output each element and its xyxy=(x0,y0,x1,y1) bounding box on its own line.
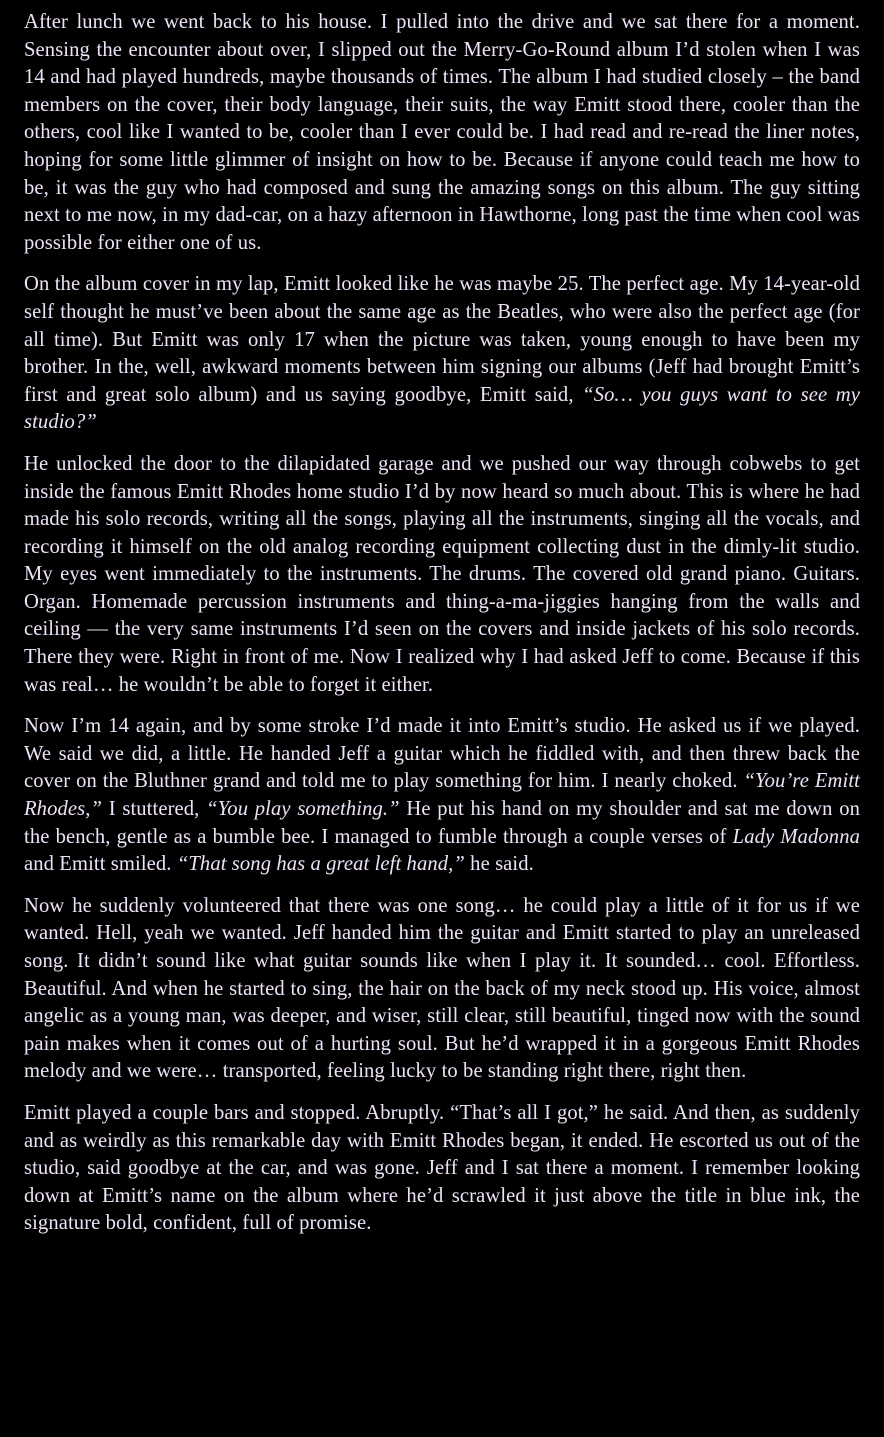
paragraph-text: Emitt played a couple bars and stopped. Abruptly. “That’s all I got,” he said. And then, as suddenly and as weirdly as this remarkable day with Emitt Rhodes began, it ended. He escorted us out of the studio, said goodbye at the car, and was gone. Jeff and I sat there a moment. I remember looking down at Emitt’s name on the album where he’d scrawled it just above the title in blue ink, the signature bold, confident, full of promise. xyxy=(24,1101,860,1235)
paragraph-text: I stuttered, xyxy=(102,798,207,821)
quote-italic: “You’re Emitt Rhodes,” xyxy=(24,770,860,821)
paragraph-2 xyxy=(24,271,860,437)
paragraph-3 xyxy=(24,451,860,699)
paragraph-text: Now he suddenly volunteered that there was one song… he could play a little of it for us if we wanted. Hell, yeah we wanted. Jeff handed him the guitar and Emitt started to play an unreleased song. It didn’t sound like what guitar sounds like when I play it. It sounded… cool. Effortless. Beautiful. And when he started to sing, the hair on the back of my neck stood up. His voice, almost angelic as a young man, was deeper, and wiser, still clear, still beautiful, tinged now with the sound pain makes when it comes out of a hurting soul. But he’d wrapped it in a gorgeous Emitt Rhodes melody and we were… transported, feeling lucky to be standing right there, right then. xyxy=(24,894,860,1083)
paragraph-text: He unlocked the door to the dilapidated garage and we pushed our way through cobwebs to get inside the famous Emitt Rhodes home studio I’d by now heard so much about. This is where he had made his solo records, writing all the songs, playing all the instruments, singing all the vocals, and recording it himself on the old analog recording equipment collecting dust in the dimly-lit studio. My eyes went immediately to the instruments. The drums. The covered old grand piano. Guitars. Organ. Homemade percussion instruments and thing-a-ma-jiggies hanging from the walls and ceiling — the very same instruments I’d seen on the covers and inside jackets of his solo records. There they were. Right in front of me. Now I realized why I had asked Jeff to come. Because if this was real… he wouldn’t be able to forget it either. xyxy=(24,452,860,696)
paragraph-text: He put his hand on my shoulder and sat me down on the bench, gentle as a bumble bee. I managed to fumble through a couple verses of xyxy=(24,798,860,848)
paragraph-1 xyxy=(24,9,860,257)
quote-italic: “You play something.” xyxy=(206,798,400,821)
paragraph-5 xyxy=(24,893,860,1086)
quote-italic: “That song has a great left hand,” xyxy=(176,853,465,876)
song-title-italic: Lady Madonna xyxy=(732,825,861,848)
quote-italic: “So… you guys want to see my studio?” xyxy=(24,383,860,434)
paragraph-4 xyxy=(24,713,860,879)
paragraph-text: After lunch we went back to his house. I pulled into the drive and we sat there for a moment. Sensing the encounter about over, I slipped out the Merry-Go-Round album I’d stolen when I was 14 and had played hundreds, maybe thousands of times. The album I had studied closely – the band members on the cover, their body language, their suits, the way Emitt stood there, cooler than the others, cool like I wanted to be, cooler than I ever could be. I had read and re-read the liner notes, hoping for some little glimmer of insight on how to be. Because if anyone could teach me how to be, it was the guy who had composed and sung the amazing songs on this album. The guy sitting next to me now, in my dad-car, on a hazy afternoon in Hawthorne, long past the time when cool was possible for either one of us. xyxy=(24,11,860,254)
paragraph-text: he said. xyxy=(464,853,534,876)
paragraph-text: Now I’m 14 again, and by some stroke I’d made it into Emitt’s studio. He asked us if we played. We said we did, a little. He handed Jeff a guitar which he fiddled with, and then threw back the cover on the Bluthner grand and told me to play something for him. I nearly choked. xyxy=(24,715,860,793)
paragraph-text: On the album cover in my lap, Emitt looked like he was maybe 25. The perfect age. My 14-year-old self thought he must’ve been about the same age as the Beatles, who were also the perfect age (for all time). But Emitt was only 17 when the picture was taken, young enough to have been my brother. In the, well, awkward moments between him signing our albums (Jeff had brought Emitt’s first and great solo album) and us saying goodbye, Emitt said, xyxy=(24,273,860,406)
paragraph-6 xyxy=(24,1100,860,1238)
paragraph-text: and Emitt smiled. xyxy=(24,853,177,876)
